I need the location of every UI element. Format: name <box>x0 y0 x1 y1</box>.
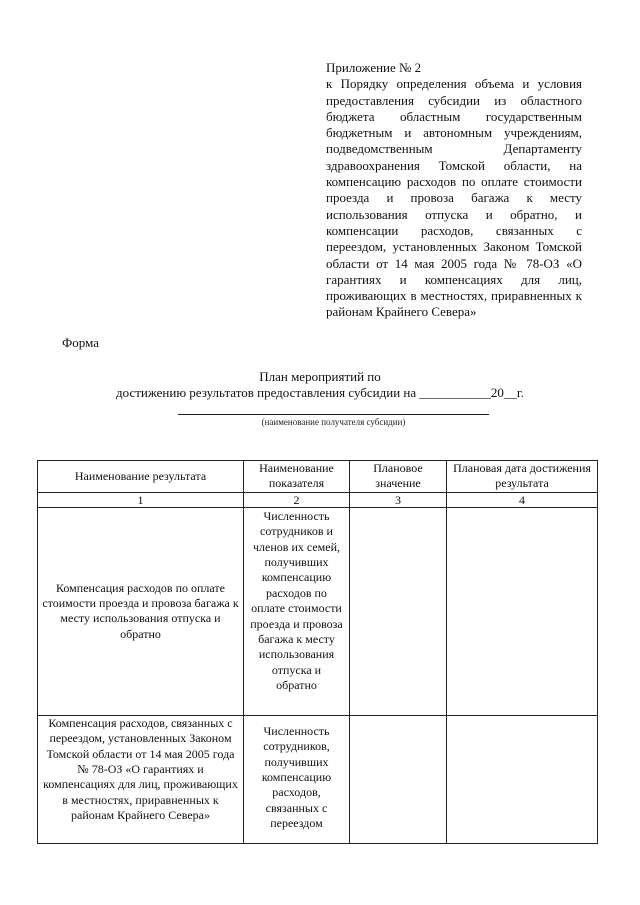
plan-date-cell <box>447 715 598 843</box>
annex-text: к Порядку определения объема и условия предоставления субсидии из областного бюджета областным государственным бюджетным и автономным учреждениям, подведомственным Департаменту здравоохранения Томской области, на компенсацию расходов по оплате стоимости проезда и провоза багажа к месту использования отпуска и обратно, и компенсации расходов, связанных с переездом, установленных Законом Томской области от 14 мая 2005 года № 78-ОЗ «О гарантиях и компенсациях для лиц, проживающих в местностях, приравненных к районам Крайнего Севера» <box>326 76 582 320</box>
column-number: 2 <box>244 492 350 507</box>
table-number-row <box>38 492 598 507</box>
result-cell: Компенсация расходов, связанных с переездом, установленных Законом Томской области от 14 мая 2005 года № 78-ОЗ «О гарантиях и компенсациях для лиц, проживающих в местностях, приравненных к районам Крайнего Севера» <box>38 715 244 843</box>
plan-date-cell <box>447 507 598 715</box>
column-number: 4 <box>447 492 598 507</box>
plan-title-line2: достижению результатов предоставления субсидии на ___________20__г. <box>116 385 524 400</box>
annex-title: Приложение № 2 <box>326 60 422 75</box>
plan-value-cell <box>350 507 447 715</box>
form-label: Форма <box>62 335 99 350</box>
table-header-row <box>38 461 598 493</box>
header-result: Наименование результата <box>38 461 244 493</box>
recipient-underline <box>178 414 489 415</box>
header-indicator: Наименование показателя <box>244 461 350 493</box>
result-cell: Компенсация расходов по оплате стоимости проезда и провоза багажа к месту использования отпуска и обратно <box>38 507 244 715</box>
table-row <box>38 715 598 843</box>
indicator-cell: Численность сотрудников, получивших компенсацию расходов, связанных с переездом <box>244 715 350 843</box>
annex-block <box>326 60 582 321</box>
plan-title-line1: План мероприятий по <box>259 369 381 384</box>
header-plan-date: Плановая дата достижения результата <box>447 461 598 493</box>
indicator-cell: Численность сотрудников и членов их семей, получивших компенсацию расходов по оплате стоимости проезда и провоза багажа к месту использования отпуска и обратно <box>244 507 350 715</box>
table-row <box>38 507 598 715</box>
header-plan-value: Плановое значение <box>350 461 447 493</box>
recipient-caption: (наименование получателя субсидии) <box>261 417 406 427</box>
plan-value-cell <box>350 715 447 843</box>
column-number: 1 <box>38 492 244 507</box>
column-number: 3 <box>350 492 447 507</box>
results-table <box>37 460 598 844</box>
